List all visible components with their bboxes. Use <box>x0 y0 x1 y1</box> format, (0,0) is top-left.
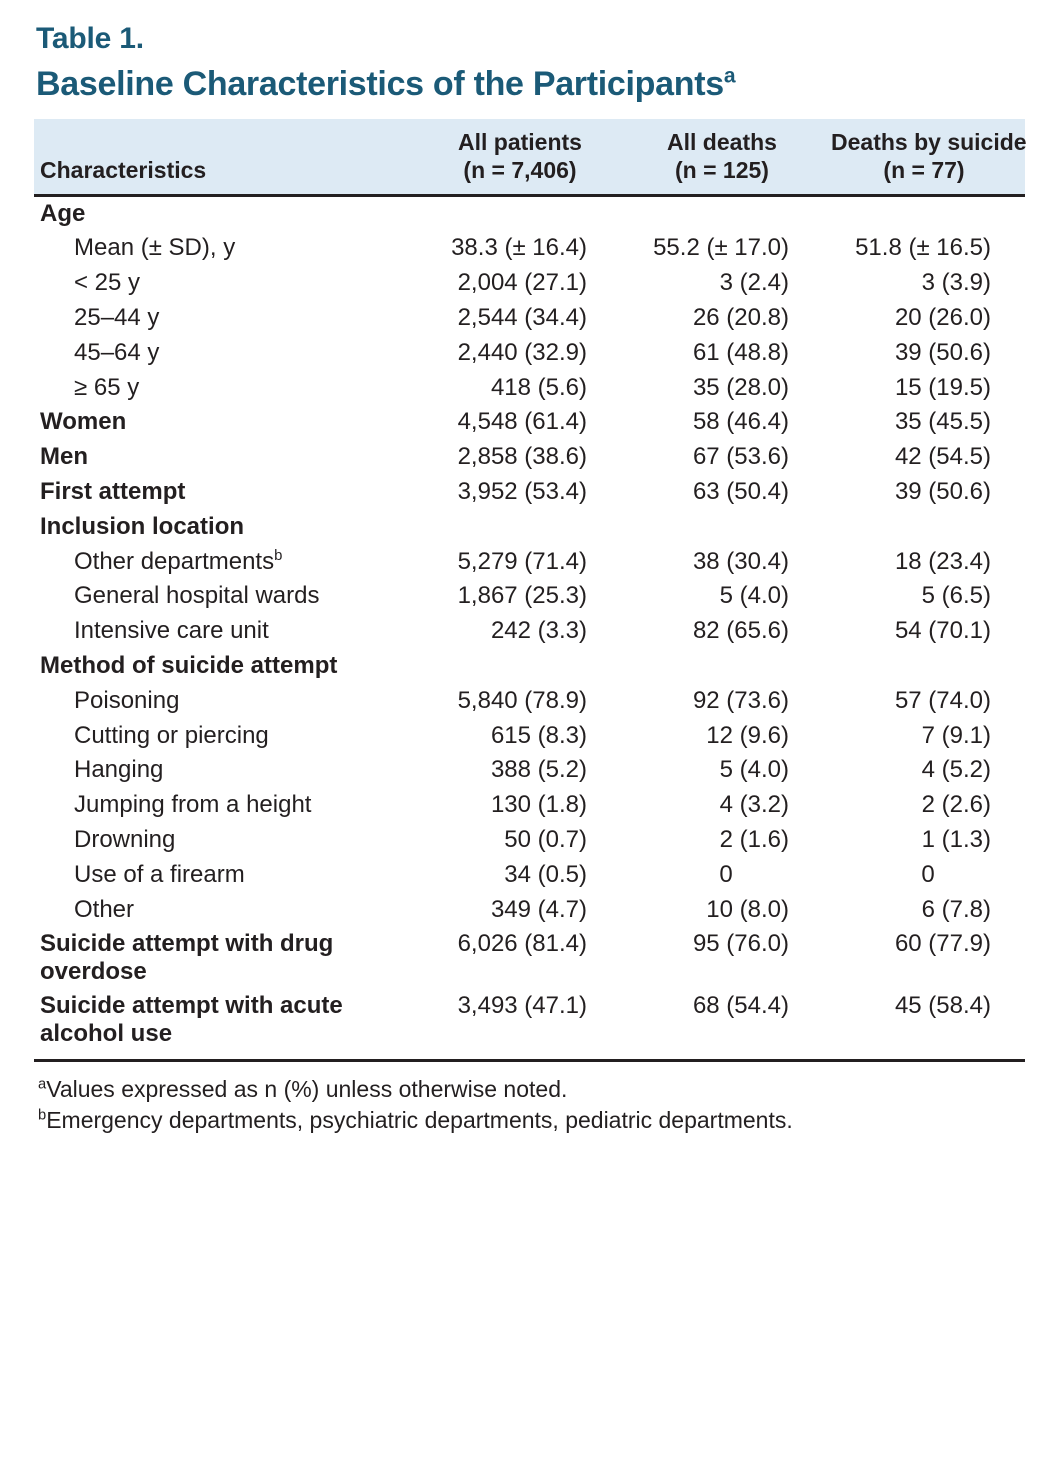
table-row <box>34 266 1025 301</box>
row-label <box>34 371 419 406</box>
row-value: 58 (46.4) <box>692 408 789 436</box>
row-label-text: Hanging <box>74 756 164 784</box>
row-value: 418 (5.6) <box>490 373 587 401</box>
footnote-b-text: Emergency departments, psychiatric departments, pediatric departments. <box>46 1106 793 1133</box>
table-row <box>34 475 1025 510</box>
table-row <box>34 649 1025 684</box>
row-value: 35 (28.0) <box>692 373 789 401</box>
row-value: 3,493 (47.1) <box>457 992 587 1020</box>
table-title-text: Baseline Characteristics of the Participants <box>36 65 724 103</box>
row-value: 61 (48.8) <box>692 338 789 366</box>
table-row <box>34 719 1025 754</box>
row-value: 57 (74.0) <box>894 686 991 714</box>
row-value: 15 (19.5) <box>894 373 991 401</box>
row-label <box>34 579 419 614</box>
table-row <box>34 614 1025 649</box>
row-value: 2,004 (27.1) <box>457 269 587 297</box>
row-value: 39 (50.6) <box>894 338 991 366</box>
row-value: 0 <box>719 860 733 888</box>
table-row <box>34 405 1025 440</box>
row-value <box>823 510 1025 545</box>
row-value: 388 (5.2) <box>490 756 587 784</box>
row-label <box>34 440 419 475</box>
table-row <box>34 301 1025 336</box>
table-title-footnote-marker: a <box>723 64 736 88</box>
baseline-characteristics-table <box>34 119 1025 193</box>
table-header <box>34 119 1025 193</box>
column-header-all-patients-label: All patients <box>458 129 582 156</box>
row-label-text: 45–64 y <box>74 338 160 366</box>
row-value: 349 (4.7) <box>490 895 587 923</box>
row-value: 1 (1.3) <box>921 825 991 853</box>
row-value: 5,279 (71.4) <box>457 547 587 575</box>
row-footnote-marker: b <box>274 547 283 564</box>
row-value <box>419 197 621 232</box>
column-header-all-deaths <box>621 119 823 193</box>
row-label-text: < 25 y <box>74 269 141 297</box>
row-label <box>34 684 419 719</box>
row-value: 2 (1.6) <box>719 825 789 853</box>
row-value <box>823 649 1025 684</box>
row-value: 18 (23.4) <box>894 547 991 575</box>
row-label-text: Women <box>40 408 127 436</box>
table-row <box>34 371 1025 406</box>
row-label <box>34 649 419 684</box>
table-number: Table 1. <box>36 22 144 55</box>
footnote-a-marker: a <box>38 1076 47 1093</box>
row-label-text: ≥ 65 y <box>74 373 140 401</box>
row-value: 39 (50.6) <box>894 478 991 506</box>
table-row <box>34 684 1025 719</box>
row-value: 3 (3.9) <box>921 269 991 297</box>
footnote-a <box>38 1074 1023 1105</box>
row-value: 60 (77.9) <box>894 930 991 958</box>
footnote-a-text: Values expressed as n (%) unless otherwise noted. <box>46 1075 568 1102</box>
row-value: 42 (54.5) <box>894 443 991 471</box>
table-row <box>34 788 1025 823</box>
table-row <box>34 893 1025 928</box>
table-row <box>34 927 1025 989</box>
row-value: 7 (9.1) <box>921 721 991 749</box>
table-row <box>34 823 1025 858</box>
row-label-text: Use of a firearm <box>74 860 245 888</box>
row-value: 55.2 (± 17.0) <box>653 234 789 262</box>
row-label <box>34 788 419 823</box>
row-label-text: Drowning <box>74 825 176 853</box>
row-value: 95 (76.0) <box>692 930 789 958</box>
table-row <box>34 231 1025 266</box>
row-value: 63 (50.4) <box>692 478 789 506</box>
row-value: 10 (8.0) <box>706 895 789 923</box>
row-value: 26 (20.8) <box>692 304 789 332</box>
row-label <box>34 405 419 440</box>
row-value: 2,858 (38.6) <box>457 443 587 471</box>
row-value: 2 (2.6) <box>921 791 991 819</box>
column-header-characteristics-label: Characteristics <box>40 156 207 183</box>
column-header-deaths-by-suicide-label: Deaths by suicide <box>831 129 1027 156</box>
row-value: 5 (4.0) <box>719 582 789 610</box>
row-label-text: Jumping from a height <box>74 791 312 819</box>
row-value: 20 (26.0) <box>894 304 991 332</box>
table-row <box>34 579 1025 614</box>
row-value: 3,952 (53.4) <box>457 478 587 506</box>
row-value <box>621 510 823 545</box>
row-value: 4,548 (61.4) <box>457 408 587 436</box>
row-value <box>823 197 1025 232</box>
row-value: 34 (0.5) <box>504 860 587 888</box>
row-label-text: Method of suicide attempt <box>40 652 338 679</box>
row-value <box>419 510 621 545</box>
column-header-all-patients-n: (n = 7,406) <box>463 156 577 183</box>
row-label <box>34 545 419 580</box>
row-label <box>34 475 419 510</box>
row-label-text: Inclusion location <box>40 512 245 540</box>
row-value: 615 (8.3) <box>490 721 587 749</box>
row-label-text: Cutting or piercing <box>74 721 269 749</box>
row-label-text: 25–44 y <box>74 304 160 332</box>
row-value: 130 (1.8) <box>490 791 587 819</box>
row-value: 67 (53.6) <box>692 443 789 471</box>
baseline-characteristics-body <box>34 197 1025 1051</box>
row-value: 5,840 (78.9) <box>457 686 587 714</box>
row-label-text: Age <box>40 199 86 227</box>
row-value: 4 (3.2) <box>719 791 789 819</box>
table-body <box>34 197 1025 1051</box>
row-label-text: Other <box>74 895 135 923</box>
row-label <box>34 893 419 928</box>
table-row <box>34 440 1025 475</box>
table-row <box>34 197 1025 232</box>
row-value: 5 (6.5) <box>921 582 991 610</box>
column-header-all-deaths-n: (n = 125) <box>675 156 769 183</box>
row-value: 6,026 (81.4) <box>457 930 587 958</box>
row-value: 38.3 (± 16.4) <box>451 234 587 262</box>
row-value: 4 (5.2) <box>921 756 991 784</box>
table-row <box>34 545 1025 580</box>
row-value <box>621 197 823 232</box>
row-label-text: Suicide attempt with acute alcohol use <box>40 992 343 1047</box>
table-row <box>34 858 1025 893</box>
column-header-all-patients <box>419 119 621 193</box>
table-footnotes <box>38 1074 1023 1136</box>
header-row <box>34 119 1025 193</box>
row-value: 35 (45.5) <box>894 408 991 436</box>
row-value: 12 (9.6) <box>706 721 789 749</box>
row-value: 54 (70.1) <box>894 617 991 645</box>
row-label <box>34 510 419 545</box>
row-label <box>34 301 419 336</box>
footnote-b <box>38 1105 1023 1136</box>
row-label <box>34 197 419 232</box>
column-header-all-deaths-label: All deaths <box>667 129 777 156</box>
row-label-text: Suicide attempt with drug overdose <box>40 930 334 986</box>
row-value: 2,440 (32.9) <box>457 338 587 366</box>
row-label-text: Men <box>40 443 88 471</box>
table-row <box>34 336 1025 371</box>
row-value: 51.8 (± 16.5) <box>855 234 991 262</box>
row-label-text: Other departments <box>74 547 275 575</box>
row-label-text: Intensive care unit <box>74 617 269 645</box>
table-row <box>34 989 1025 1051</box>
row-value <box>419 649 621 684</box>
table-row <box>34 510 1025 545</box>
row-value: 5 (4.0) <box>719 756 789 784</box>
row-label-text: Poisoning <box>74 686 180 714</box>
row-label <box>34 823 419 858</box>
row-value: 82 (65.6) <box>692 617 789 645</box>
row-label <box>34 858 419 893</box>
row-label <box>34 336 419 371</box>
row-value: 2,544 (34.4) <box>457 304 587 332</box>
row-label <box>34 989 419 1051</box>
row-label-text: Mean (± SD), y <box>74 234 236 262</box>
column-header-characteristics <box>34 119 419 193</box>
row-value: 0 <box>921 860 935 888</box>
row-value: 92 (73.6) <box>692 686 789 714</box>
table-title <box>36 66 1025 103</box>
table-row <box>34 753 1025 788</box>
row-value: 38 (30.4) <box>692 547 789 575</box>
row-value: 50 (0.7) <box>504 825 587 853</box>
row-label <box>34 753 419 788</box>
column-header-deaths-by-suicide <box>823 119 1025 193</box>
row-value: 242 (3.3) <box>490 617 587 645</box>
row-label <box>34 266 419 301</box>
table-bottom-rule <box>34 1059 1025 1062</box>
row-label-text: First attempt <box>40 478 186 506</box>
column-header-deaths-by-suicide-n: (n = 77) <box>883 156 965 183</box>
row-label <box>34 231 419 266</box>
row-value <box>621 649 823 684</box>
row-label <box>34 927 419 989</box>
row-value: 45 (58.4) <box>894 992 991 1020</box>
row-label <box>34 719 419 754</box>
row-value: 3 (2.4) <box>719 269 789 297</box>
row-value: 68 (54.4) <box>692 992 789 1020</box>
row-value: 1,867 (25.3) <box>457 582 587 610</box>
footnote-b-marker: b <box>38 1107 47 1124</box>
row-value: 6 (7.8) <box>921 895 991 923</box>
row-label-text: General hospital wards <box>74 582 320 610</box>
row-label <box>34 614 419 649</box>
